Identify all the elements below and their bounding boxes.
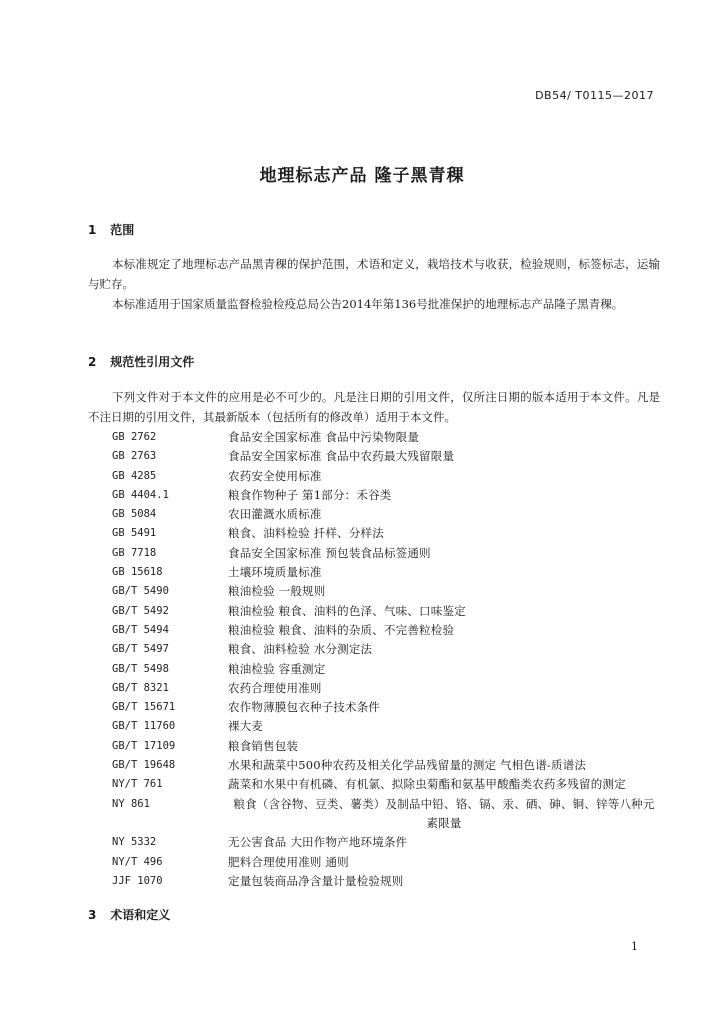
scope-paragraph-1: 本标准规定了地理标志产品黑青稞的保护范围，术语和定义，栽培技术与收获，检验规则，标签标志，运输与贮存。 [88,257,660,291]
reference-row [112,563,672,582]
reference-row [112,775,672,794]
section-heading-scope [88,221,134,238]
reference-code: GB/T 5492 [112,604,169,617]
reference-row [112,872,672,891]
reference-row [112,582,672,601]
section-title: 范围 [110,223,135,237]
reference-row [112,544,672,563]
section-number: 2 [88,355,97,369]
reference-title: 粮油检验 一般规则 [228,584,326,599]
reference-code: GB 2762 [112,431,157,443]
scope-paragraph-2: 本标准适用于国家质量监督检验检疫总局公告2014年第136号批准保护的地理标志产品隆子黑青稞。 [112,297,624,311]
reference-code: NY 5332 [112,836,157,849]
section-title: 术语和定义 [110,908,171,922]
document-title: 地理标志产品 隆子黑青稞 [259,166,465,186]
reference-title: 粮食、油料检验 水分测定法 [228,642,373,657]
reference-title: 粮食作物种子 第1部分：禾谷类 [228,487,392,502]
reference-row [112,737,672,756]
reference-title: 肥料合理使用准则 通则 [228,854,349,869]
reference-list [112,428,672,891]
reference-code: NY/T 761 [112,778,163,791]
reference-code: GB/T 5497 [112,643,169,656]
reference-title: 食品安全国家标准 食品中农药最大残留限量 [228,449,455,464]
reference-code: GB/T 5494 [112,623,169,636]
reference-code: GB 4285 [112,469,157,482]
reference-code: GB 5084 [112,508,157,521]
reference-row [112,853,672,872]
section-number: 3 [88,908,97,922]
reference-title: 粮食（含谷物、豆类、薯类）及制品中铅、铬、镉、汞、硒、砷、铜、锌等八种元素限量 [233,796,655,830]
reference-code: GB/T 19648 [112,759,176,772]
reference-row [112,833,672,852]
reference-code: GB 7718 [112,546,157,559]
reference-title: 粮食销售包装 [228,738,299,753]
reference-row [112,447,672,466]
reference-code: JJF 1070 [112,874,163,887]
reference-row [112,660,672,679]
reference-title: 农药合理使用准则 [228,680,322,695]
reference-row [112,698,672,717]
reference-title: 定量包装商品净含量计量检验规则 [228,873,404,888]
section-heading-normative-references [88,353,194,370]
reference-title: 水果和蔬菜中500种农药及相关化学品残留量的测定 气相色谱-质谱法 [228,758,587,773]
page-number: 1 [631,940,638,953]
document-code: DB54/ T0115—2017 [535,89,654,102]
reference-code: GB 15618 [112,566,163,579]
reference-title: 无公害食品 大田作物产地环境条件 [228,835,408,850]
section-number: 1 [88,223,97,237]
reference-code: GB 5491 [112,527,157,540]
section-title: 规范性引用文件 [110,355,195,369]
reference-row [112,640,672,659]
reference-code: NY 861 [112,797,150,810]
reference-title: 粮油检验 粮食、油料的杂质、不完善粒检验 [228,622,455,637]
reference-title: 粮油检验 粮食、油料的色泽、气味、口味鉴定 [228,603,466,618]
reference-row [112,756,672,775]
reference-title: 土壤环境质量标准 [228,565,322,580]
reference-title: 食品安全国家标准 预包装食品标签通则 [228,545,431,560]
reference-title: 蔬菜和水果中有机磷、有机氯、拟除虫菊酯和氨基甲酸酯类农药多残留的测定 [228,777,626,792]
reference-title: 农药安全使用标准 [228,468,322,483]
reference-code: GB/T 11760 [112,720,176,733]
reference-title: 粮食、油料检验 扦样、分样法 [228,526,384,541]
reference-row [112,795,672,834]
reference-row [112,505,672,524]
reference-code: GB/T 5498 [112,662,169,675]
reference-code: GB 4404.1 [112,488,169,501]
reference-title: 粮油检验 容重测定 [228,661,326,676]
reference-row [112,717,672,736]
reference-title: 农作物薄膜包衣种子技术条件 [228,700,381,715]
reference-row [112,621,672,640]
reference-code: NY/T 496 [112,855,163,868]
references-intro-paragraph: 下列文件对于本文件的应用是必不可少的。凡是注日期的引用文件，仅所注日期的版本适用于本文件。凡是不注日期的引用文件，其最新版本（包括所有的修改单）适用于本文件。 [88,390,660,424]
section-heading-terms-definitions [88,906,170,923]
reference-row [112,679,672,698]
reference-code: GB 2763 [112,450,157,463]
reference-row [112,486,672,505]
reference-row [112,602,672,621]
reference-title: 食品安全国家标准 食品中污染物限量 [228,430,420,444]
reference-code: GB/T 8321 [112,681,169,694]
reference-row [112,467,672,486]
reference-code: GB/T 15671 [112,701,176,714]
reference-row [112,524,672,543]
reference-code: GB/T 17109 [112,739,176,752]
reference-code: GB/T 5490 [112,585,169,598]
reference-row [112,428,672,447]
reference-title: 裸大麦 [228,719,264,734]
reference-title: 农田灌溉水质标准 [228,507,322,522]
